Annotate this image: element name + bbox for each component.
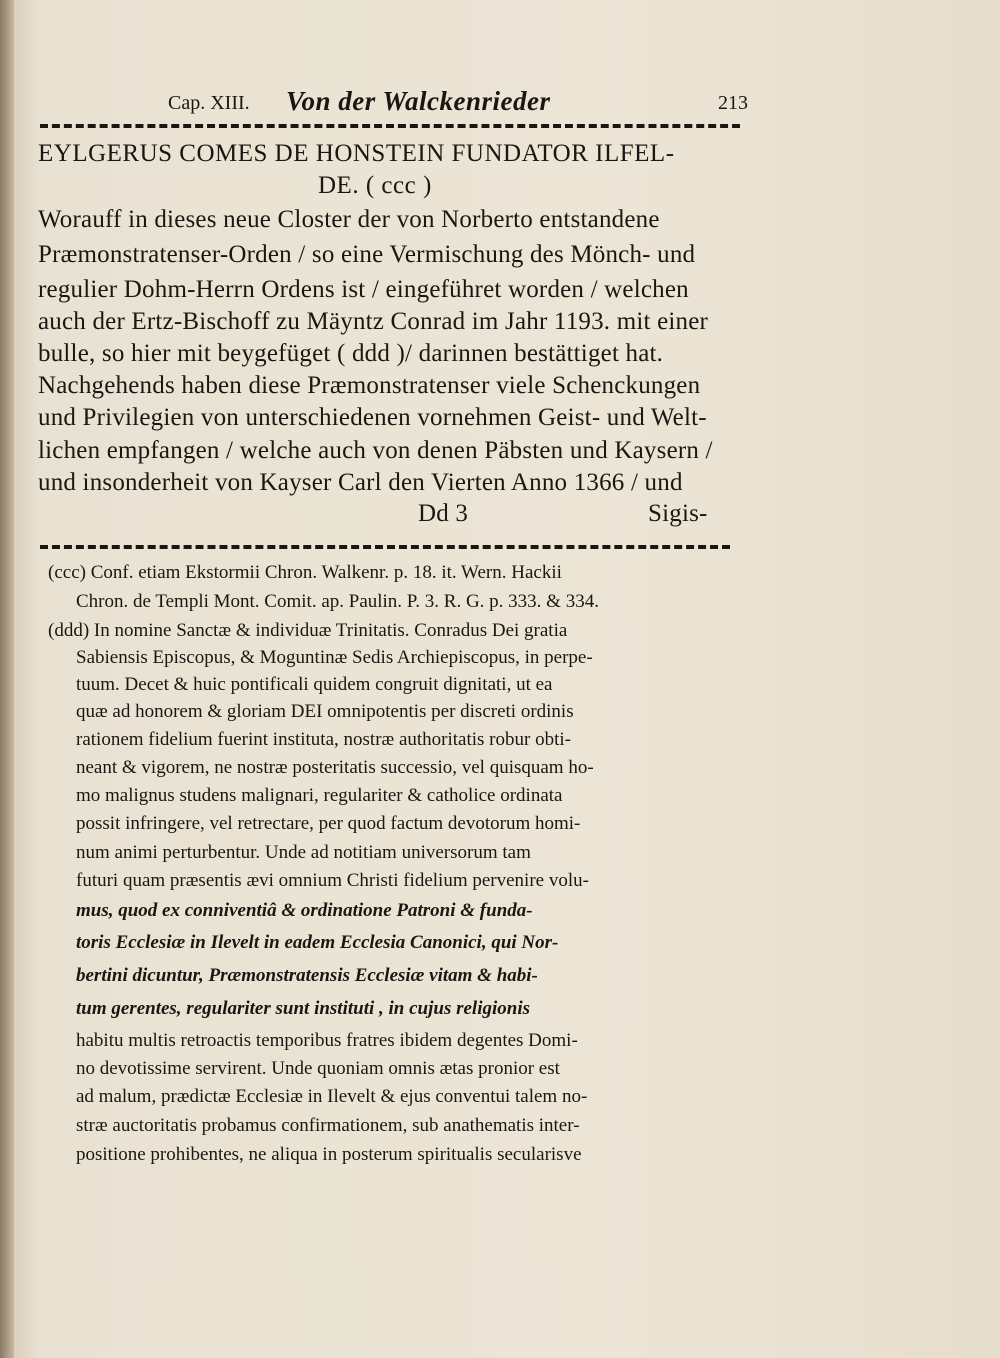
running-title: Von der Walckenrieder <box>286 86 551 116</box>
footnote-rule <box>40 545 730 549</box>
footnote-ddd-line: neant & vigorem, ne nostræ posteritatis successio, vel quisquam ho- <box>76 757 594 778</box>
running-head <box>168 86 748 118</box>
main-text-line: auch der Ertz-Bischoff zu Mäyntz Conrad im Jahr 1193. mit einer <box>38 308 709 335</box>
footnote-ddd-line: habitu multis retroactis temporibus fratres ibidem degentes Domi- <box>76 1030 578 1051</box>
footnote-ddd-line: (ddd) In nomine Sanctæ & individuæ Trinitatis. Conradus Dei gratia <box>48 620 568 641</box>
main-text-line: lichen empfangen / welche auch von denen Päbsten und Kaysern / <box>38 437 713 464</box>
footnote-ddd-line: tum gerentes, regulariter sunt instituti , in cujus religionis <box>76 998 531 1019</box>
footnote-ddd-line: mo malignus studens malignari, regulariter & catholice ordinata <box>76 785 563 806</box>
footnote-ddd-line: bertini dicuntur, Præmonstratensis Ecclesiæ vitam & habi- <box>76 965 538 986</box>
footnote-ddd-line: num animi perturbentur. Unde ad notitiam universorum tam <box>76 842 531 863</box>
footnote-ddd-line: mus, quod ex conniventiâ & ordinatione Patroni & funda- <box>76 900 533 921</box>
main-text-line: regulier Dohm-Herrn Ordens ist / eingeführet worden / welchen <box>38 276 689 303</box>
signature-mark: Dd 3 <box>418 500 469 527</box>
footnote-ccc-line-1: (ccc) Conf. etiam Ekstormii Chron. Walkenr. p. 18. it. Wern. Hackii <box>48 562 562 583</box>
chapter-label: Cap. XIII. <box>168 92 250 114</box>
main-text-line: und Privilegien von unterschiedenen vornehmen Geist- und Welt- <box>38 404 707 431</box>
footnote-ddd-line: rationem fidelium fuerint instituta, nostræ authoritatis robur obti- <box>76 729 571 750</box>
page-number: 213 <box>718 92 748 114</box>
header-rule <box>40 124 740 128</box>
footnote-ddd-line: stræ auctoritatis probamus confirmationem, sub anathematis inter- <box>76 1115 580 1136</box>
footnote-ddd-line: possit infringere, vel retrectare, per quod factum devotorum homi- <box>76 813 581 834</box>
main-text-line: und insonderheit von Kayser Carl den Vierten Anno 1366 / und <box>38 469 683 496</box>
catchword: Sigis- <box>648 500 708 527</box>
footnote-ddd-line: tuum. Decet & huic pontificali quidem congruit dignitati, ut ea <box>76 674 553 695</box>
page-binding-edge <box>0 0 14 1358</box>
footnote-ddd-line: Sabiensis Episcopus, & Moguntinæ Sedis Archiepiscopus, in perpe- <box>76 647 593 668</box>
footnote-ccc-line-2: Chron. de Templi Mont. Comit. ap. Paulin. P. 3. R. G. p. 333. & 334. <box>76 591 599 612</box>
main-text-line: Nachgehends haben diese Præmonstratenser viele Schenckungen <box>38 372 701 399</box>
main-text-line: bulle, so hier mit beygefüget ( ddd )/ darinnen bestättiget hat. <box>38 340 664 367</box>
main-text-line: Worauff in dieses neue Closter der von Norberto entstandene <box>38 206 660 233</box>
footnote-ddd-line: ad malum, prædictæ Ecclesiæ in Ilevelt & ejus conventui talem no- <box>76 1086 588 1107</box>
section-heading-line-2: DE. ( ccc ) <box>318 172 432 199</box>
footnote-ddd-line: no devotissime servirent. Unde quoniam omnis ætas pronior est <box>76 1058 560 1079</box>
section-heading-line-1: EYLGERUS COMES DE HONSTEIN FUNDATOR ILFEL- <box>38 140 675 167</box>
footnote-ddd-line: positione prohibentes, ne aliqua in posterum spiritualis secularisve <box>76 1144 582 1165</box>
footnote-ddd-line: toris Ecclesiæ in Ilevelt in eadem Ecclesia Canonici, qui Nor- <box>76 932 559 953</box>
footnote-ddd-line: futuri quam præsentis ævi omnium Christi fidelium pervenire volu- <box>76 870 589 891</box>
footnote-ddd-line: quæ ad honorem & gloriam DEI omnipotentis per discreti ordinis <box>76 701 574 722</box>
main-text-line: Præmonstratenser-Orden / so eine Vermischung des Mönch- und <box>38 241 696 268</box>
